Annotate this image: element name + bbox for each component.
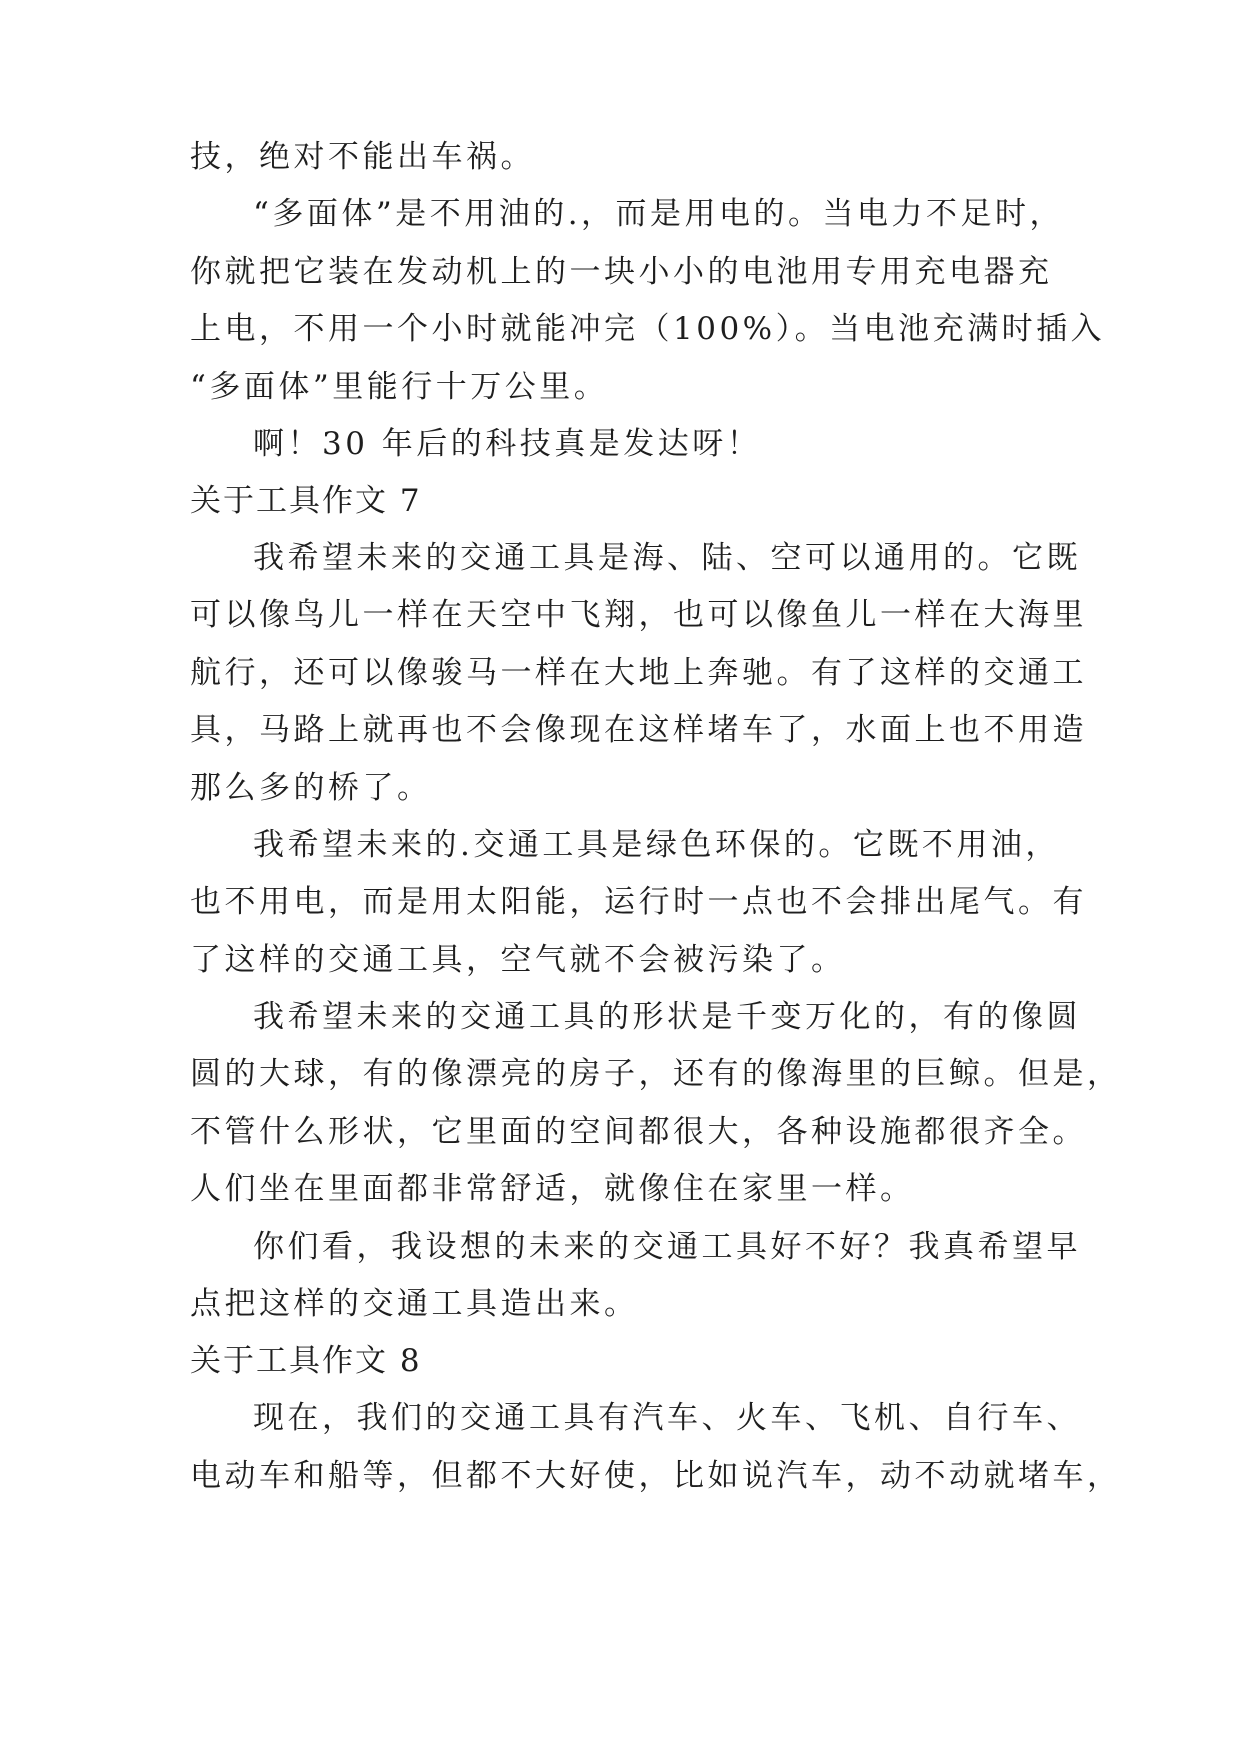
paragraph-first-line: 我希望未来的交通工具是海、陆、空可以通用的。它既 [253, 540, 1081, 576]
text-line: 那么多的桥了。 [190, 770, 432, 806]
paragraph-first-line: “多面体”是不用油的.，而是用电的。当电力不足时， [253, 196, 1065, 232]
text-line: 电动车和船等，但都不大好使，比如说汽车，动不动就堵车， [190, 1458, 1122, 1494]
text-line: 你就把它装在发动机上的一块小小的电池用专用充电器充 [190, 254, 1053, 290]
text-line: 也不用电，而是用太阳能，运行时一点也不会排出尾气。有 [190, 884, 1087, 920]
text-line: 上电，不用一个小时就能冲完（100%）。当电池充满时插入 [190, 311, 1106, 347]
text-line: 可以像鸟儿一样在天空中飞翔，也可以像鱼儿一样在大海里 [190, 597, 1087, 633]
paragraph-first-line: 我希望未来的交通工具的形状是千变万化的，有的像圆 [253, 999, 1081, 1035]
section-heading: 关于工具作文 8 [190, 1343, 422, 1379]
text-line: 人们坐在里面都非常舒适，就像住在家里一样。 [190, 1171, 915, 1207]
text-line: 不管什么形状，它里面的空间都很大，各种设施都很齐全。 [190, 1114, 1087, 1150]
text-line: 圆的大球，有的像漂亮的房子，还有的像海里的巨鲸。但是， [190, 1056, 1122, 1092]
text-line: “多面体”里能行十万公里。 [190, 369, 609, 405]
paragraph-first-line: 现在，我们的交通工具有汽车、火车、飞机、自行车、 [253, 1400, 1081, 1436]
paragraph-first-line: 你们看，我设想的未来的交通工具好不好？我真希望早 [253, 1229, 1081, 1265]
text-line: 了这样的交通工具，空气就不会被污染了。 [190, 942, 846, 978]
text-line: 点把这样的交通工具造出来。 [190, 1286, 639, 1322]
section-heading: 关于工具作文 7 [190, 483, 422, 519]
paragraph-first-line: 我希望未来的.交通工具是绿色环保的。它既不用油， [253, 827, 1060, 863]
text-line: 航行，还可以像骏马一样在大地上奔驰。有了这样的交通工 [190, 655, 1087, 691]
text-line: 具，马路上就再也不会像现在这样堵车了，水面上也不用造 [190, 712, 1087, 748]
text-line: 技，绝对不能出车祸。 [190, 139, 535, 175]
paragraph-first-line: 啊！30 年后的科技真是发达呀！ [253, 426, 762, 462]
